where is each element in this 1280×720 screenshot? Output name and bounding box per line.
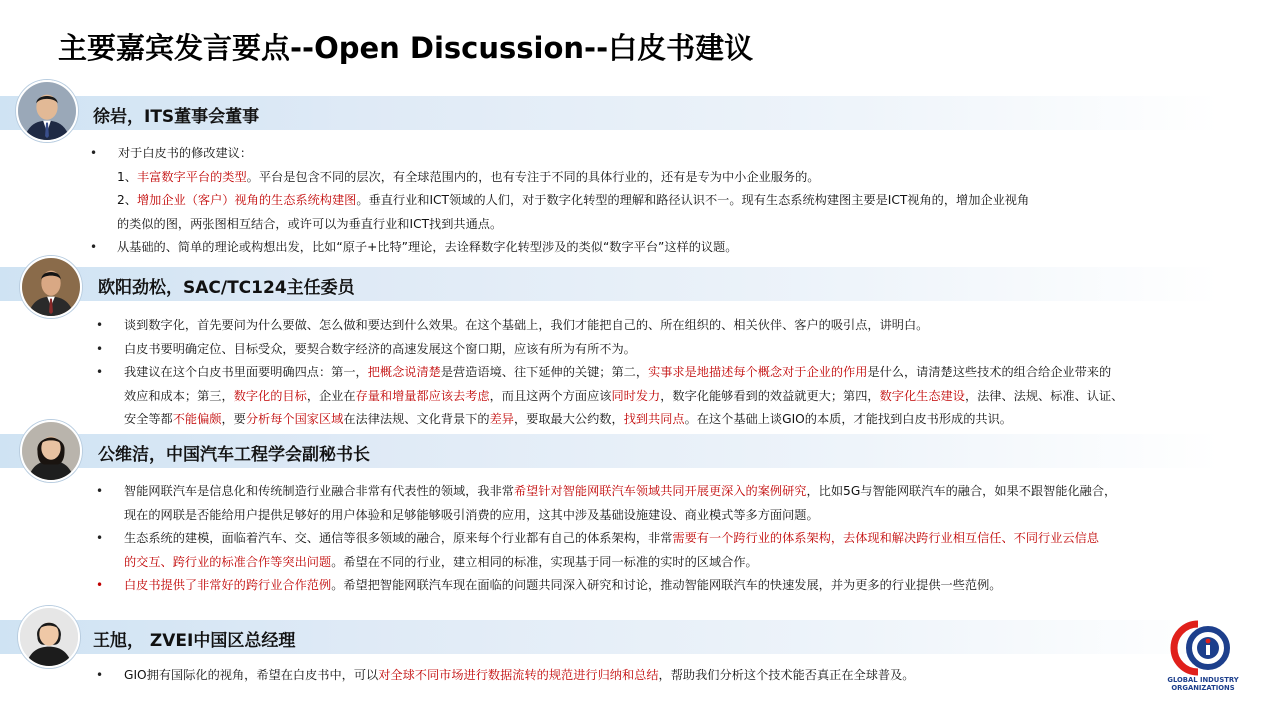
highlight-text: 需要有一个跨行业的体系架构，去体现和解决跨行业相互信任、不同行业云信息 (672, 531, 1099, 545)
plain-text: ，企业在 (306, 388, 356, 403)
highlight-text: 的交互、跨行业的标准合作等突出问题 (124, 554, 332, 569)
plain-text: ，数字化能够看到的效益就更大；第四， (660, 388, 880, 403)
plain-text: GIO拥有国际化的视角，希望在白皮书中，可以 (124, 668, 379, 682)
highlight-text: 丰富数字平台的类型 (136, 169, 247, 184)
speaker-name-4: 王旭， ZVEI中国区总经理 (93, 631, 296, 651)
plain-text: 。平台是包含不同的层次，有全球范围内的，也有专注于不同的具体行业的，还有是专为中小企业服务的。 (246, 169, 820, 184)
speaker-points-1 (90, 142, 1230, 260)
point-line (96, 480, 1236, 504)
highlight-text: 实事求是地描述每个概念对于企业的作用 (648, 365, 868, 379)
highlight-text: 增加企业（客户）视角的生态系统构建图 (136, 193, 357, 207)
point-text (90, 193, 1029, 207)
point-line (90, 142, 1230, 166)
highlight-text: 白皮书提供了非常好的跨行业合作范例 (124, 578, 332, 592)
speaker-name-1: 徐岩，ITS董事会董事 (93, 107, 260, 127)
point-text (96, 389, 1123, 403)
speaker-banner-1 (0, 96, 1220, 130)
plain-text: 现在的网联是否能给用户提供足够好的用户体验和足够能够吸引消费的应用，这其中涉及基础设施建设、商业模式等多方面问题。 (124, 507, 819, 522)
speaker-name-3: 公维洁，中国汽车工程学会副秘书长 (98, 445, 370, 465)
highlight-text: 差异 (489, 412, 514, 426)
point-line (90, 213, 1230, 237)
speaker-photo-4 (18, 606, 80, 668)
plain-text: 是营造语境、往下延伸的关键；第二， (440, 365, 649, 379)
point-line (90, 189, 1230, 213)
point-text (96, 508, 819, 522)
logo-line-2: ORGANIZATIONS (1171, 684, 1235, 692)
point-line (96, 664, 1236, 688)
speaker-points-2 (90, 314, 1230, 432)
plain-text: 。希望在不同的行业，建立相同的标准，实现基于同一标准的实时的区域合作。 (331, 554, 758, 569)
point-text (96, 555, 758, 569)
highlight-text: 数字化的目标 (233, 388, 307, 403)
plain-text: 效应和成本；第三， (124, 388, 234, 403)
highlight-text: 数字化生态建设 (879, 388, 965, 403)
plain-text: 对于白皮书的修改建议： (118, 146, 253, 160)
plain-text: 从基础的、简单的理论或构想出发，比如“原子+比特”理论，去诠释数字化转型涉及的类似“数字平台”这样的议题。 (117, 240, 738, 254)
point-line (96, 504, 1236, 528)
gio-logo-text (1157, 676, 1249, 692)
plain-text: ，而且这两个方面应该 (489, 388, 612, 403)
plain-text: 谈到数字化，首先要问为什么要做、怎么做和要达到什么效果。在这个基础上，我们才能把自己的、所在组织的、相关伙伴、客户的吸引点，讲明白。 (124, 318, 929, 332)
plain-text: 1、 (117, 169, 137, 184)
plain-text: 智能网联汽车是信息化和传统制造行业融合非常有代表性的领域，我非常 (124, 484, 514, 498)
point-text (96, 412, 1012, 426)
point-text (90, 170, 819, 184)
point-text (96, 578, 1002, 592)
gio-logo (1168, 618, 1240, 712)
point-text (96, 318, 928, 332)
highlight-text: 同时发力 (611, 388, 661, 403)
point-line (90, 166, 1230, 190)
plain-text: 在法律法规、文化背景下的 (343, 412, 490, 426)
point-line (96, 408, 1236, 432)
highlight-text: 对全球不同市场进行数据流转的规范进行归纳和总结 (378, 668, 659, 682)
page-title: 主要嘉宾发言要点--Open Discussion--白皮书建议 (58, 31, 754, 65)
speaker-banner-3 (0, 434, 1220, 468)
highlight-text: 不能偏颇 (172, 412, 222, 426)
point-text (96, 668, 914, 682)
point-text (90, 146, 252, 160)
point-text (96, 531, 1099, 545)
speaker-points-4 (90, 664, 1230, 688)
point-line (96, 527, 1236, 551)
point-text (96, 484, 1116, 498)
plain-text: 。在这个基础上谈GIO的本质，才能找到白皮书形成的共识。 (684, 412, 1012, 426)
plain-text: 白皮书要明确定位、目标受众，要契合数字经济的高速发展这个窗口期，应该有所为有所不为。 (124, 341, 636, 356)
point-line (96, 385, 1236, 409)
plain-text: 2、 (117, 193, 137, 207)
point-text (90, 217, 502, 231)
highlight-text: 找到共同点 (623, 412, 685, 426)
point-line (90, 236, 1230, 260)
plain-text: 。希望把智能网联汽车现在面临的问题共同深入研究和讨论，推动智能网联汽车的快速发展，并为更多的行业提供一些范例。 (331, 578, 1002, 592)
point-line (96, 314, 1236, 338)
highlight-text: 存量和增量都应该去考虑 (355, 388, 490, 403)
plain-text: 我建议在这个白皮书里面要明确四点：第一， (124, 365, 368, 379)
speaker-banner-2 (0, 267, 1220, 301)
speaker-photo-2 (20, 256, 82, 318)
speaker-banner-4 (0, 620, 1220, 654)
speaker-points-3 (90, 480, 1230, 598)
plain-text: ，帮助我们分析这个技术能否真正在全球普及。 (658, 668, 915, 682)
highlight-text: 把概念说清楚 (367, 365, 441, 379)
plain-text: 生态系统的建模，面临着汽车、交、通信等很多领域的融合，原来每个行业都有自己的体系架构，非常 (124, 531, 673, 545)
point-line (96, 361, 1236, 385)
plain-text: ，要 (221, 412, 246, 426)
highlight-text: 希望针对智能网联汽车领域共同开展更深入的案例研究 (514, 484, 807, 498)
point-line (96, 574, 1236, 598)
point-text (90, 240, 737, 254)
plain-text: 安全等都 (124, 412, 173, 426)
plain-text: ，要取最大公约数， (514, 412, 624, 426)
plain-text: 。垂直行业和ICT领域的人们，对于数字化转型的理解和路径认识不一。现有生态系统构建图主要是ICT视角的，增加企业视角 (356, 193, 1030, 207)
speaker-photo-3 (20, 420, 82, 482)
speaker-photo-1 (16, 80, 78, 142)
speaker-name-2: 欧阳劲松，SAC/TC124主任委员 (98, 278, 355, 298)
point-line (96, 338, 1236, 362)
plain-text: ，比如5G与智能网联汽车的融合，如果不跟智能化融合， (806, 484, 1117, 498)
point-text (96, 365, 1111, 379)
point-text (96, 342, 636, 356)
plain-text: ，法律、法规、标准、认证、 (964, 388, 1124, 403)
point-line (96, 551, 1236, 575)
logo-line-1: GLOBAL INDUSTRY (1167, 676, 1239, 684)
highlight-text: 分析每个国家区域 (245, 412, 344, 426)
plain-text: 的类似的图，两张图相互结合，或许可以为垂直行业和ICT找到共通点。 (117, 216, 503, 231)
plain-text: 是什么，请清楚这些技术的组合给企业带来的 (867, 365, 1112, 379)
